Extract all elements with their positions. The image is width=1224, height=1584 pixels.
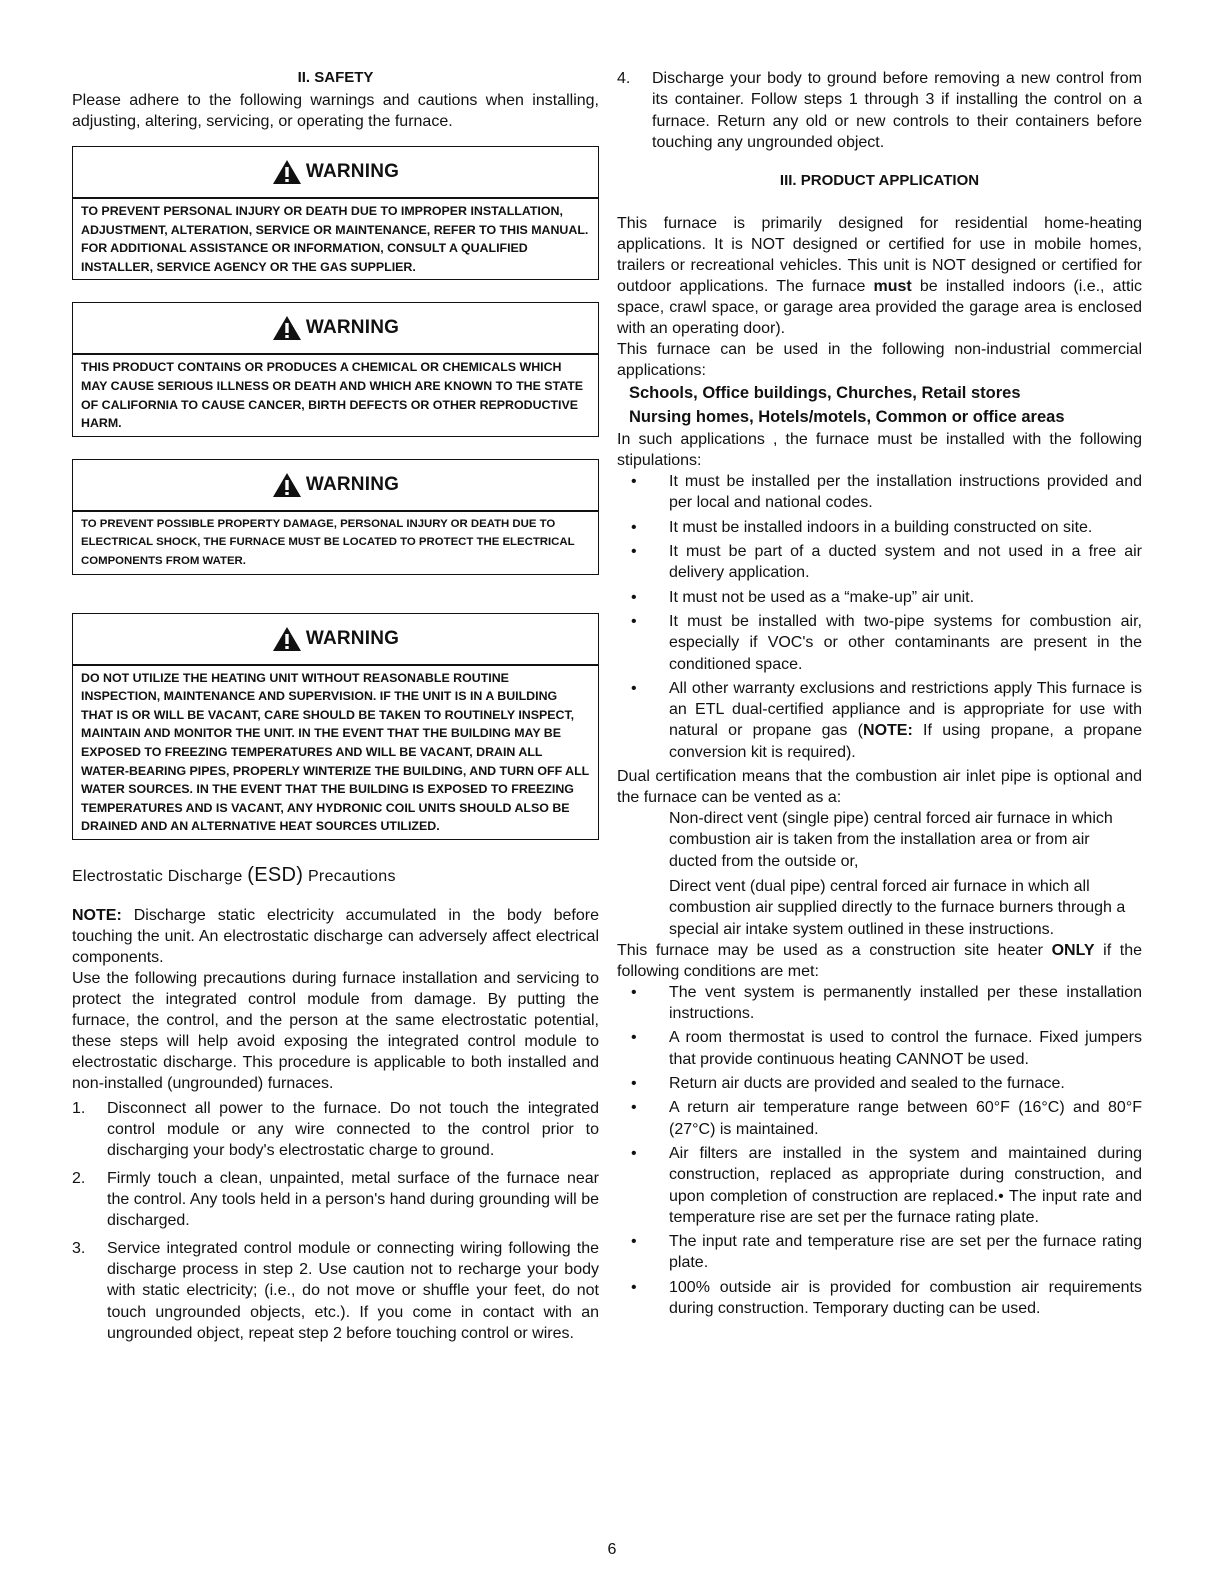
warning-text: TO PREVENT POSSIBLE PROPERTY DAMAGE, PERSONAL INJURY OR DEATH DUE TO ELECTRICAL SHOCK, THE FURNACE MUST BE LOCATED TO PROTECT THE ELECTRICAL COMPONENTS FROM WATER.	[81, 517, 575, 567]
esd-title-post: Precautions	[303, 867, 396, 885]
list-item-text: The input rate and temperature rise are set per the furnace rating plate.	[669, 1233, 1142, 1272]
list-item	[617, 471, 1142, 514]
esd-step-4	[617, 68, 1142, 153]
bullet-icon: •	[631, 983, 637, 1001]
list-item-text: The vent system is permanently installed per these installation instructions.	[669, 983, 1142, 1023]
list-item	[617, 541, 1142, 584]
esd-title-pre: Electrostatic Discharge	[72, 867, 248, 885]
list-item-text: A return air temperature range between 60°F (16°C) and 80°F (27°C) is maintained.	[669, 1099, 1142, 1138]
esd-title-abbr: (ESD)	[247, 863, 304, 886]
esd-paragraph: Use the following precautions during furnace installation and servicing to protect the integrated control module from damage. By putting the furnace, the control, and the person at the same electrostatic potential, these steps will help avoid exposing the integrated control module to electrostatic discharge. This procedure is applicable to both installed and non-installed (ungrounded) furnaces.	[72, 969, 599, 1092]
bullet-icon: •	[631, 473, 637, 491]
esd-step-2	[72, 1168, 599, 1232]
p1-text-a: This furnace is primarily designed for residential home-heating applications. It is NOT designed or certified for use in mobile homes, trailers or recreational vehicles. This unit is NOT designed or certified for outdoor applications. The furnace	[617, 215, 1142, 296]
bullet-icon: •	[631, 588, 637, 606]
list-item-text: Return air ducts are provided and sealed to the furnace.	[669, 1075, 1065, 1093]
warning-triangle-icon	[272, 472, 302, 498]
warning-box-3	[72, 459, 599, 575]
warning-text: DO NOT UTILIZE THE HEATING UNIT WITHOUT REASONABLE ROUTINE INSPECTION, MAINTENANCE AND SUPERVISION. IF THE UNIT IS IN A BUILDING THAT IS OR WILL BE VACANT, CARE SHOULD BE TAKEN TO ROUTINELY INSPECT, MAINTAIN AND MONITOR THE UNIT. IN THE EVENT THAT THE BUILDING MAY BE EXPOSED TO FREEZING TEMPERATURES AND WILL BE VACANT, DRAIN ALL WATER-BEARING PIPES, PROPERLY WINTERIZE THE BUILDING, AND TURN OFF ALL WATER SOURCES. IN THE EVENT THAT THE BUILDING IS EXPOSED TO FREEZING TEMPERATURES AND IS VACANT, ANY HYDRONIC COIL UNITS SHOULD ALSO BE DRAINED AND AN ALTERNATIVE HEAT SOURCES UTILIZED.	[81, 670, 590, 834]
esd-steps	[72, 1098, 599, 1344]
list-item-text-b: If using propane, a propane conversion kit is required).	[669, 722, 1142, 761]
warning-box-4	[72, 613, 599, 840]
application-paragraph-1	[617, 213, 1142, 339]
list-item	[617, 678, 1142, 763]
dual-certification-paragraph: Dual certification means that the combustion air inlet pipe is optional and the furnace can be vented as a:	[617, 768, 1142, 807]
list-item-text: Air filters are installed in the system and maintained during construction, replaced as appropriate during construction, and upon completion of construction are replaced.• The input rate and temperature rise are set per the furnace rating plate.	[669, 1144, 1142, 1226]
note-text: Discharge static electricity accumulated in the body before touching the unit. An electrostatic discharge can adversely affect electrical components.	[72, 906, 599, 966]
note-label: NOTE:	[72, 906, 122, 924]
list-item-text: It must not be used as a “make-up” air unit.	[669, 588, 975, 606]
warning-box-1	[72, 146, 599, 280]
warning-header	[73, 460, 598, 512]
warning-text: THIS PRODUCT CONTAINS OR PRODUCES A CHEMICAL OR CHEMICALS WHICH MAY CAUSE SERIOUS ILLNESS OR DEATH AND WHICH ARE KNOWN TO THE STATE OF CALIFORNIA TO CAUSE CANCER, BIRTH DEFECTS OR OTHER REPRODUCTIVE HARM.	[81, 360, 584, 431]
bullet-icon: •	[631, 1029, 637, 1047]
vent-option-1: Non-direct vent (single pipe) central forced air furnace in which combustion air is taken from the installation area or from air ducted from the outside or,	[669, 810, 1113, 870]
warning-label: WARNING	[305, 317, 400, 339]
list-item	[617, 1143, 1142, 1228]
left-column	[72, 68, 599, 1350]
warning-label: WARNING	[305, 161, 400, 182]
bullet-icon: •	[631, 1278, 637, 1296]
list-item	[617, 517, 1142, 538]
warning-header	[73, 303, 598, 355]
section-title-safety: II. SAFETY	[297, 69, 374, 86]
warning-label: WARNING	[305, 473, 400, 495]
step-number: 4.	[617, 70, 631, 87]
list-item-text: It must be part of a ducted system and not used in a free air delivery application.	[669, 543, 1142, 582]
list-item-text: It must be installed with two-pipe systems for combustion air, especially if VOC's or other contaminants are present in the conditioned space.	[669, 612, 1142, 673]
warning-header	[73, 147, 598, 199]
construction-only: ONLY	[1051, 941, 1095, 959]
step-number: 1.	[72, 1099, 86, 1117]
list-item-text: A room thermostat is used to control the furnace. Fixed jumpers that provide continuous heating CANNOT be used.	[669, 1029, 1142, 1068]
construction-paragraph	[617, 940, 1142, 982]
section-title-application: III. PRODUCT APPLICATION	[779, 172, 980, 190]
esd-steps-continued	[617, 68, 1142, 153]
step-number: 2.	[72, 1169, 86, 1187]
warning-triangle-icon	[272, 626, 302, 652]
list-item	[617, 982, 1142, 1025]
safety-intro: Please adhere to the following warnings and cautions when installing, adjusting, altering, servicing, or operating the furnace.	[72, 92, 599, 130]
esd-note	[72, 905, 599, 968]
warning-box-2	[72, 302, 599, 436]
application-paragraph-2: This furnace can be used in the following non-industrial commercial applications:	[617, 341, 1142, 380]
bullet-icon: •	[631, 1144, 637, 1162]
warning-triangle-icon	[272, 159, 302, 185]
list-item	[617, 587, 1142, 608]
note-label: NOTE:	[863, 722, 913, 740]
construction-conditions-list	[617, 982, 1142, 1319]
warning-header	[73, 614, 598, 666]
list-item	[617, 1097, 1142, 1140]
warning-label: WARNING	[305, 627, 400, 649]
right-column	[617, 68, 1142, 1322]
commercial-apps-2: Nursing homes, Hotels/motels, Common or office areas	[629, 408, 1065, 427]
list-item-text: It must be installed indoors in a building constructed on site.	[669, 518, 1093, 536]
bullet-icon: •	[631, 518, 637, 536]
bullet-icon: •	[631, 1075, 637, 1093]
bullet-icon: •	[631, 1099, 637, 1117]
list-item-text: It must be installed per the installation instructions provided and per local and national codes.	[669, 473, 1142, 512]
vent-option-2: Direct vent (dual pipe) central forced air furnace in which all combustion air supplied directly to the furnace burners through a special air intake system outlined in these instructions.	[669, 877, 1126, 938]
list-item	[617, 1027, 1142, 1070]
bullet-icon: •	[631, 612, 637, 630]
stipulations-list	[617, 471, 1142, 763]
construction-text-a: This furnace may be used as a construction site heater	[617, 941, 1052, 959]
list-item-text: 100% outside air is provided for combustion air requirements during construction. Temporary ducting can be used.	[669, 1278, 1142, 1317]
esd-title	[72, 864, 599, 887]
step-text: Discharge your body to ground before removing a new control from its container. Follow steps 1 through 3 if installing the control on a furnace. Return any old or new controls to their containers before touching any ungrounded object.	[652, 70, 1142, 151]
construction-text-b: if the following conditions are met:	[617, 941, 1142, 980]
list-item-text-a: All other warranty exclusions and restrictions apply This furnace is an ETL dual-certified appliance and is appropriate for use with natural or propane gas (	[669, 679, 1142, 740]
warning-triangle-icon	[272, 315, 302, 341]
step-text: Firmly touch a clean, unpainted, metal surface of the furnace near the control. Any tools held in a person's hand during grounding will be discharged.	[107, 1169, 599, 1230]
list-item	[617, 611, 1142, 675]
list-item	[617, 1277, 1142, 1320]
warning-text: TO PREVENT PERSONAL INJURY OR DEATH DUE TO IMPROPER INSTALLATION, ADJUSTMENT, ALTERATION, SERVICE OR MAINTENANCE, REFER TO THIS MANUAL. FOR ADDITIONAL ASSISTANCE OR INFORMATION, CONSULT A QUALIFIED INSTALLER, SERVICE AGENCY OR THE GAS SUPPLIER.	[81, 204, 589, 274]
bullet-icon: •	[631, 543, 637, 561]
commercial-apps-1: Schools, Office buildings, Churches, Retail stores	[629, 384, 1021, 403]
esd-step-1	[72, 1098, 599, 1162]
bullet-icon: •	[631, 679, 637, 697]
p1-must: must	[873, 278, 912, 296]
esd-step-3	[72, 1238, 599, 1344]
step-number: 3.	[72, 1239, 86, 1257]
page-number: 6	[607, 1541, 617, 1558]
bullet-icon: •	[631, 1233, 637, 1251]
application-paragraph-3: In such applications , the furnace must be installed with the following stipulations:	[617, 431, 1142, 470]
list-item	[617, 1073, 1142, 1094]
step-text: Disconnect all power to the furnace. Do not touch the integrated control module or any wire connected to the control prior to discharging your body's electrostatic charge to ground.	[107, 1099, 599, 1160]
step-text: Service integrated control module or connecting wiring following the discharge process in step 2. Use caution not to recharge your body with static electricity; (i.e., do not move or shuffle your feet, do not touch ungrounded objects, etc.). If you come in contact with an ungrounded object, repeat step 2 before touching control or wires.	[107, 1239, 599, 1342]
list-item	[617, 1231, 1142, 1274]
p1-text-b: be installed indoors (i.e., attic space, crawl space, or garage area provided the garage area is enclosed with an operating door).	[617, 278, 1142, 338]
